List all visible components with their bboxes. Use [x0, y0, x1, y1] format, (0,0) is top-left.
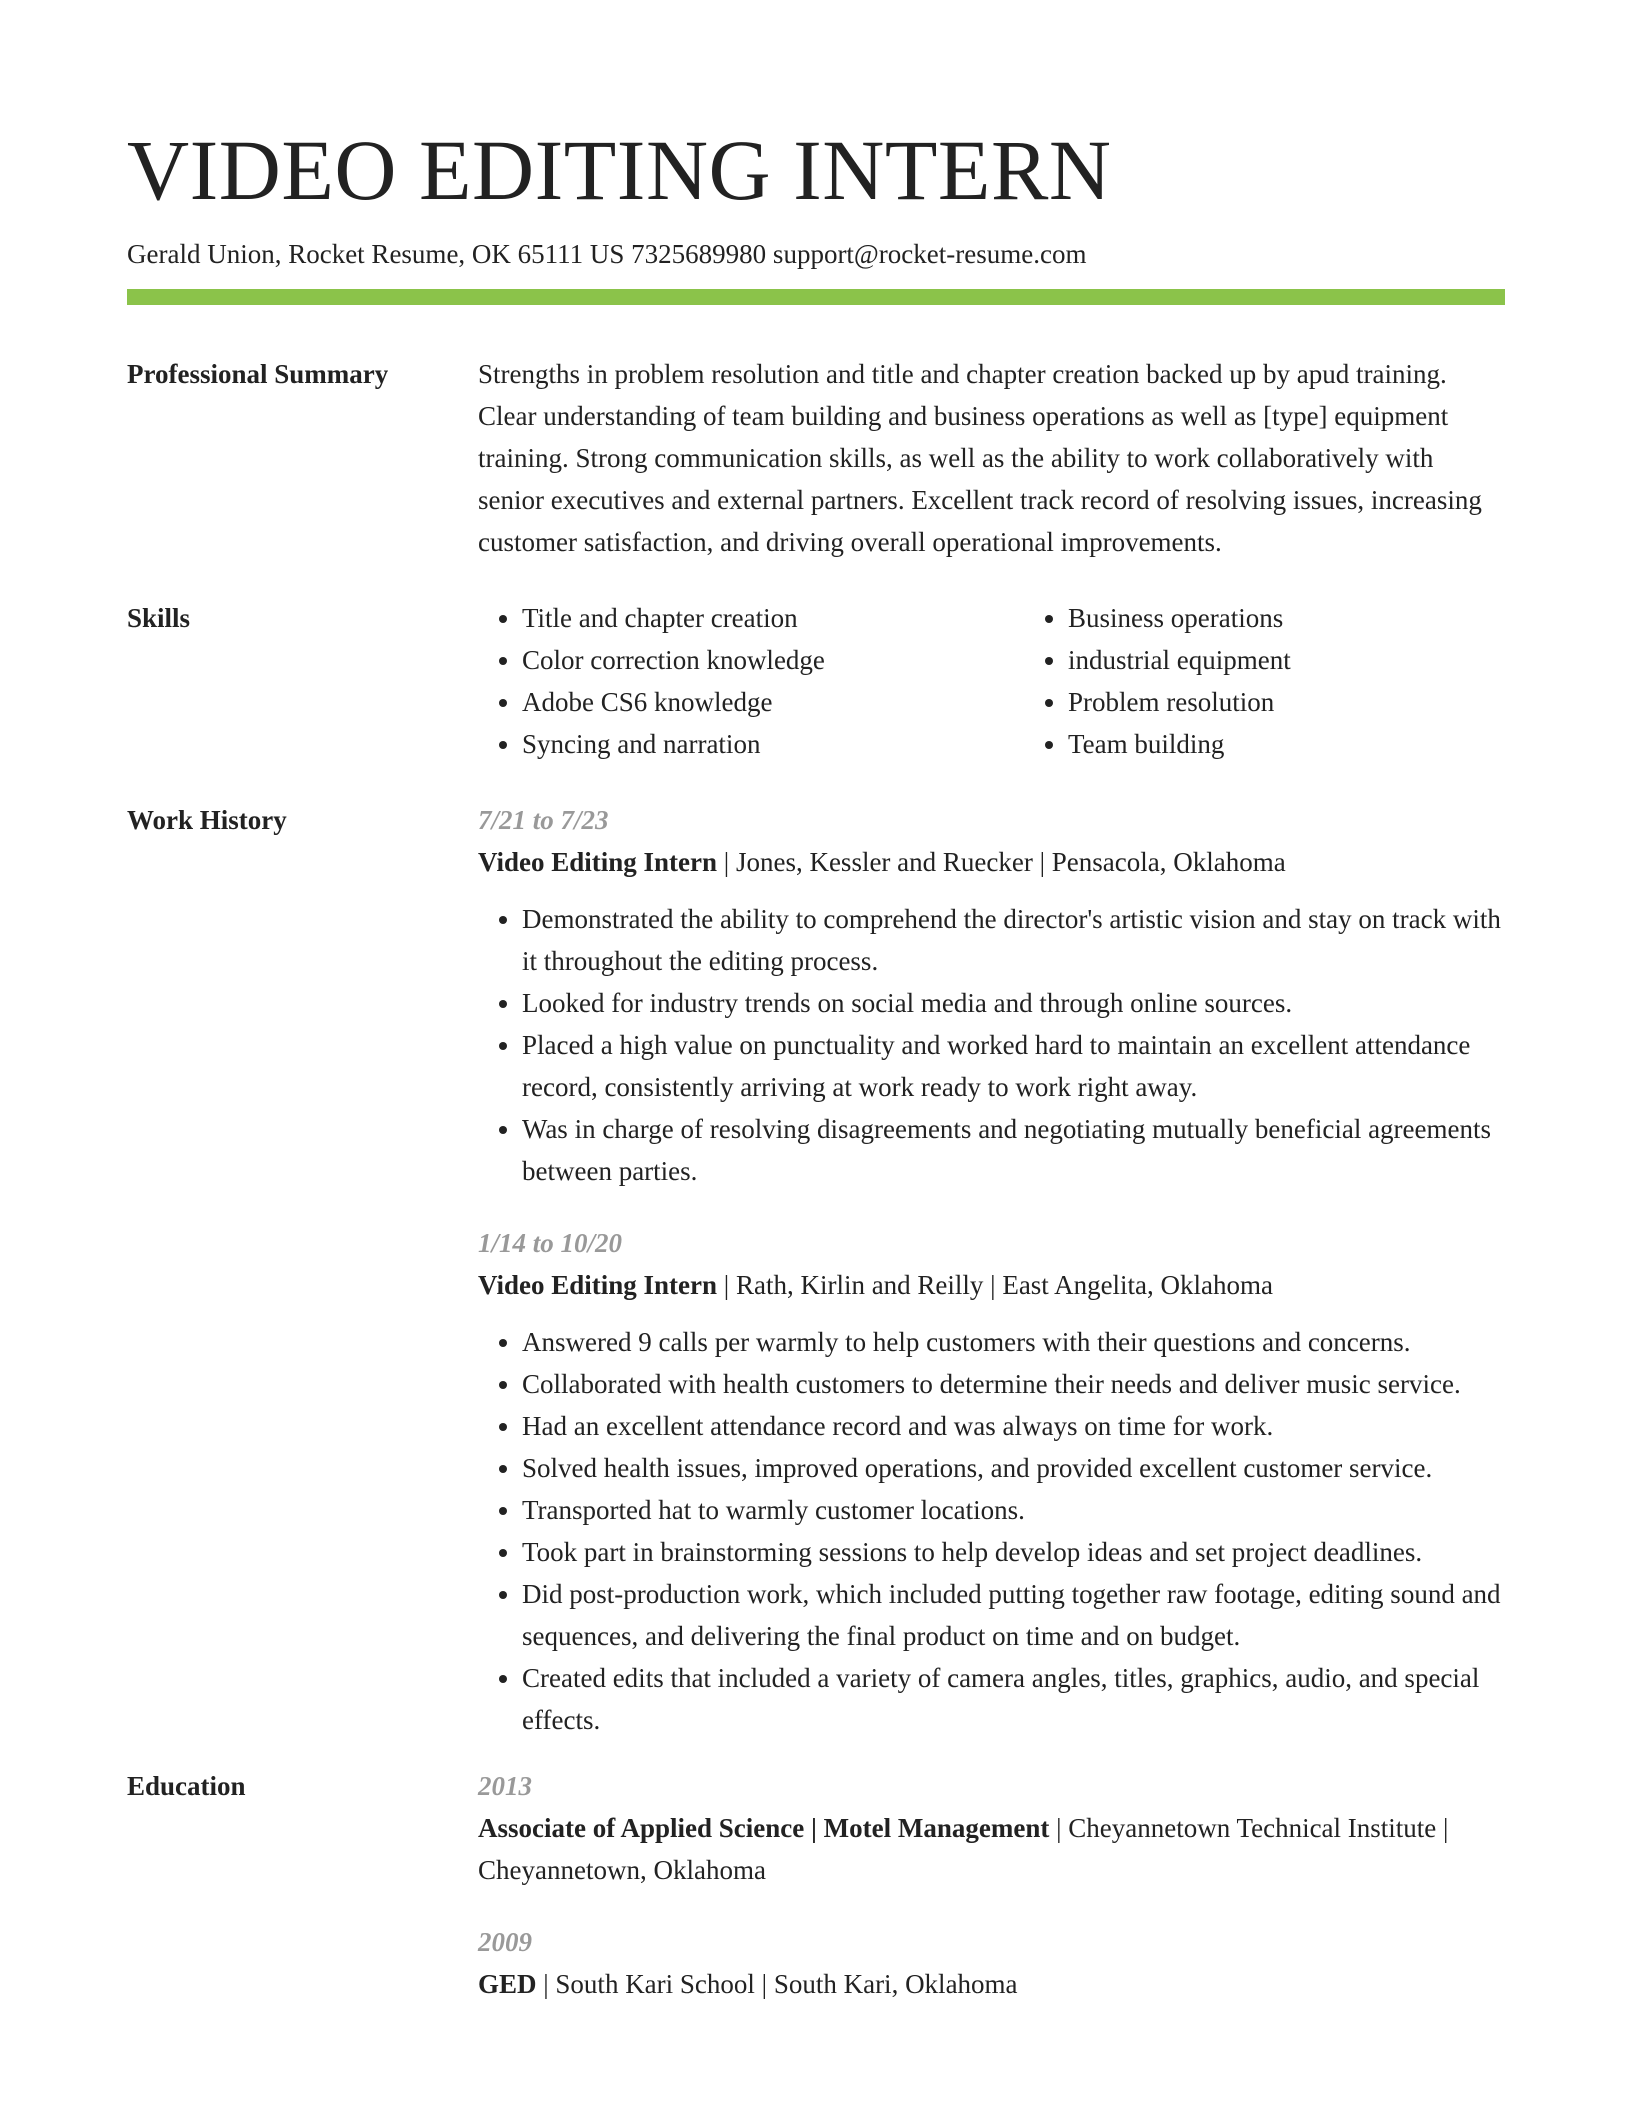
- education-entry: [478, 1765, 1505, 1891]
- education-details: | South Kari School | South Kari, Oklahoma: [536, 1969, 1018, 1999]
- summary-text: Strengths in problem resolution and title and chapter creation backed up by apud training. Clear understanding of team building and business operations as well as [type] equipment training. Strong communication skills, as well as the ability to work collaboratively with senior executives and external partners. Excellent track record of resolving issues, increasing customer satisfaction, and driving overall operational improvements.: [478, 359, 1482, 557]
- job-dates: 1/14 to 10/20: [478, 1228, 623, 1258]
- education-degree: Associate of Applied Science | Motel Management: [478, 1813, 1050, 1843]
- job-details: | Jones, Kessler and Ruecker | Pensacola, Oklahoma: [717, 847, 1286, 877]
- job-bullets: [478, 1321, 1505, 1741]
- skill-item: • Title and chapter creation: [522, 597, 1024, 639]
- job-entry: [478, 799, 1505, 1192]
- skills-list-left: [478, 597, 1024, 765]
- job-entry: [478, 1222, 1505, 1741]
- accent-divider: [127, 289, 1505, 305]
- education-section: [127, 1765, 1505, 2005]
- skills-list-right: [1024, 597, 1570, 765]
- education-degree: GED: [478, 1969, 537, 1999]
- education-entry: [478, 1921, 1505, 2005]
- skill-item: • Color correction knowledge: [522, 639, 1024, 681]
- education-details: | Cheyannetown Technical Institute | Cheyannetown, Oklahoma: [478, 1813, 1449, 1885]
- skill-item: • industrial equipment: [1068, 639, 1570, 681]
- skill-item: • Business operations: [1068, 597, 1570, 639]
- education-label: Education: [127, 1771, 246, 1801]
- job-bullet: • Solved health issues, improved operations, and provided excellent customer service.: [522, 1447, 1505, 1489]
- job-bullet: • Was in charge of resolving disagreements and negotiating mutually beneficial agreements between parties.: [522, 1108, 1505, 1192]
- education-year: 2013: [478, 1771, 532, 1801]
- job-bullet: • Collaborated with health customers to determine their needs and deliver music service.: [522, 1363, 1505, 1405]
- skills-label: Skills: [127, 603, 191, 633]
- job-dates: 7/21 to 7/23: [478, 805, 609, 835]
- skill-item: • Syncing and narration: [522, 723, 1024, 765]
- job-heading: [478, 841, 1505, 883]
- skill-item: • Adobe CS6 knowledge: [522, 681, 1024, 723]
- education-heading: [478, 1807, 1505, 1891]
- education-heading: [478, 1963, 1505, 2005]
- summary-section: [127, 353, 1505, 563]
- job-bullet: • Looked for industry trends on social media and through online sources.: [522, 982, 1505, 1024]
- job-bullet: • Placed a high value on punctuality and worked hard to maintain an excellent attendance record, consistently arriving at work ready to work right away.: [522, 1024, 1505, 1108]
- education-year: 2009: [478, 1927, 532, 1957]
- work-history-section: [127, 799, 1505, 1741]
- job-details: | Rath, Kirlin and Reilly | East Angelita, Oklahoma: [717, 1270, 1274, 1300]
- job-bullet: • Demonstrated the ability to comprehend the director's artistic vision and stay on track with it throughout the editing process.: [522, 898, 1505, 982]
- job-bullet: • Did post-production work, which included putting together raw footage, editing sound and sequences, and delivering the final product on time and on budget.: [522, 1573, 1505, 1657]
- skill-item: • Problem resolution: [1068, 681, 1570, 723]
- resume-title: VIDEO EDITING INTERN: [127, 122, 1112, 218]
- job-bullet: • Took part in brainstorming sessions to help develop ideas and set project deadlines.: [522, 1531, 1505, 1573]
- work-history-label: Work History: [127, 805, 287, 835]
- job-bullet: • Had an excellent attendance record and was always on time for work.: [522, 1405, 1505, 1447]
- summary-label: Professional Summary: [127, 359, 389, 389]
- job-bullet: • Answered 9 calls per warmly to help customers with their questions and concerns.: [522, 1321, 1505, 1363]
- job-title: Video Editing Intern: [478, 847, 718, 877]
- job-bullet: • Created edits that included a variety of camera angles, titles, graphics, audio, and special effects.: [522, 1657, 1505, 1741]
- job-heading: [478, 1264, 1505, 1306]
- contact-line: Gerald Union, Rocket Resume, OK 65111 US 7325689980 support@rocket-resume.com: [127, 239, 1087, 269]
- job-bullets: [478, 898, 1505, 1192]
- skill-item: • Team building: [1068, 723, 1570, 765]
- skills-section: [127, 597, 1505, 765]
- job-title: Video Editing Intern: [478, 1270, 718, 1300]
- job-bullet: • Transported hat to warmly customer locations.: [522, 1489, 1505, 1531]
